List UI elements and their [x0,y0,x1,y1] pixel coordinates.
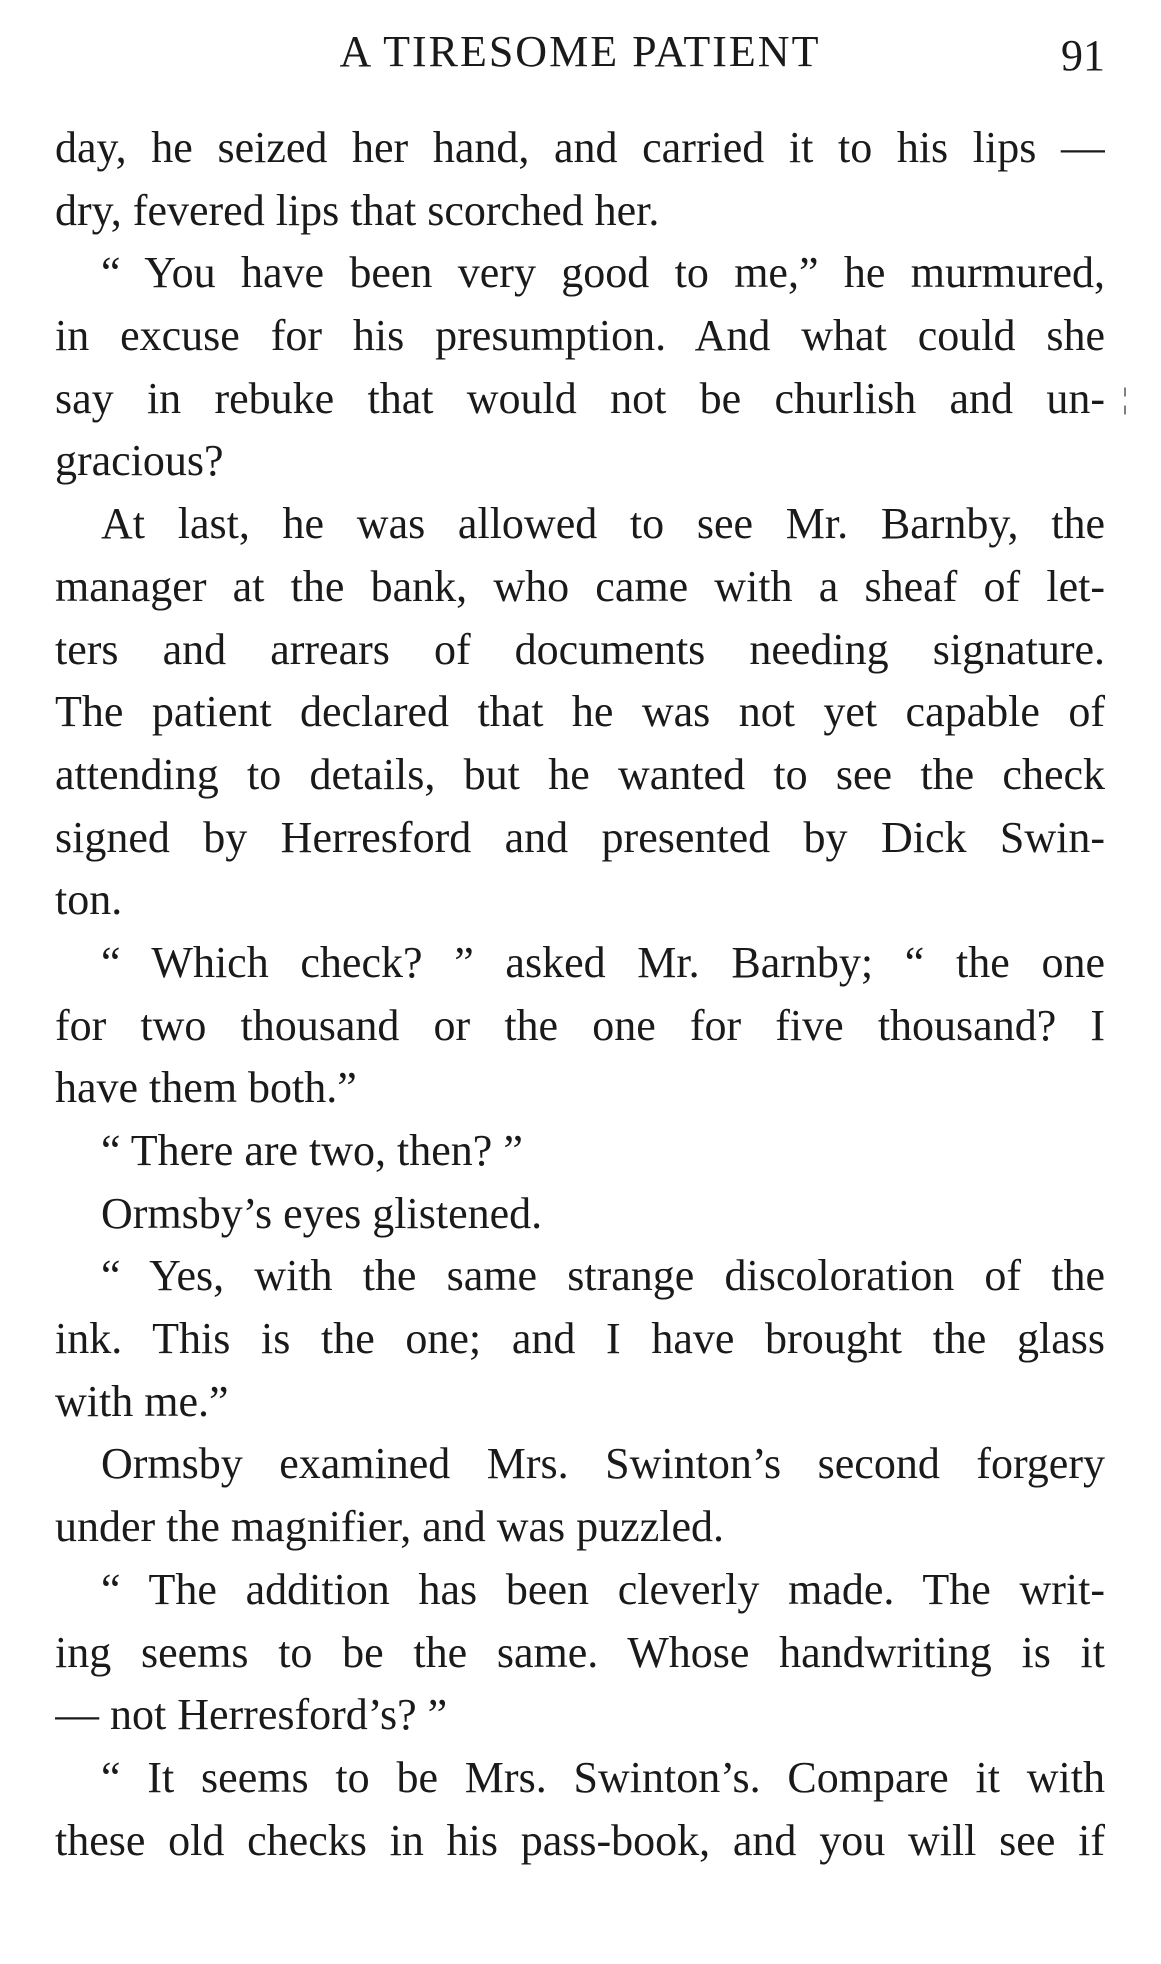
text-line: dry, fevered lips that scorched her. [55,185,660,235]
text-line: say in rebuke that would not be churlish and un- [55,373,1105,423]
text-line: day, he seized her hand, and carried it to his lips — [55,123,1105,172]
text-line: “ There are two, then? ” [101,1126,523,1175]
text-line: — not Herresford’s? ” [55,1690,448,1740]
text-line: attending to details, but he wanted to see the check [55,749,1105,799]
text-line: Ormsby’s eyes glistened. [101,1188,543,1238]
text-line: At last, he was allowed to see Mr. Barnby, the [101,499,1105,549]
text-line: ters and arrears of documents needing signature. [55,624,1105,674]
text-line: gracious? [55,436,224,486]
chapter-title: A TIRESOME PATIENT [339,27,821,76]
text-line: for two thousand or the one for five thousand? I [55,1000,1105,1050]
text-line: have them both.” [55,1063,357,1113]
text-line: in excuse for his presumption. And what could she [55,311,1105,361]
body-text [55,117,1105,1872]
text-line: “ The addition has been cleverly made. The writ- [101,1564,1105,1614]
page-number: 91 [1061,31,1105,80]
text-line: “ Yes, with the same strange discoloration of the [101,1251,1105,1301]
text-line: ton. [55,875,123,925]
margin-mark: ¦ [1122,382,1129,415]
text-line: manager at the bank, who came with a sheaf of let- [55,561,1105,611]
text-line: The patient declared that he was not yet capable of [55,687,1105,737]
text-line: these old checks in his pass-book, and you will see if [55,1815,1105,1865]
running-head [55,22,1105,82]
text-line: “ You have been very good to me,” he murmured, [101,248,1105,298]
text-line: ing seems to be the same. Whose handwriting is it [55,1627,1105,1677]
text-line: “ Which check? ” asked Mr. Barnby; “ the one [101,937,1105,987]
text-line: with me.” [55,1376,229,1426]
text-line: Ormsby examined Mrs. Swinton’s second forgery [101,1439,1105,1489]
text-line: under the magnifier, and was puzzled. [55,1502,724,1552]
text-line: signed by Herresford and presented by Dick Swin- [55,812,1105,862]
text-line: “ It seems to be Mrs. Swinton’s. Compare it with [101,1752,1105,1802]
text-line: ink. This is the one; and I have brought the glass [55,1314,1105,1364]
